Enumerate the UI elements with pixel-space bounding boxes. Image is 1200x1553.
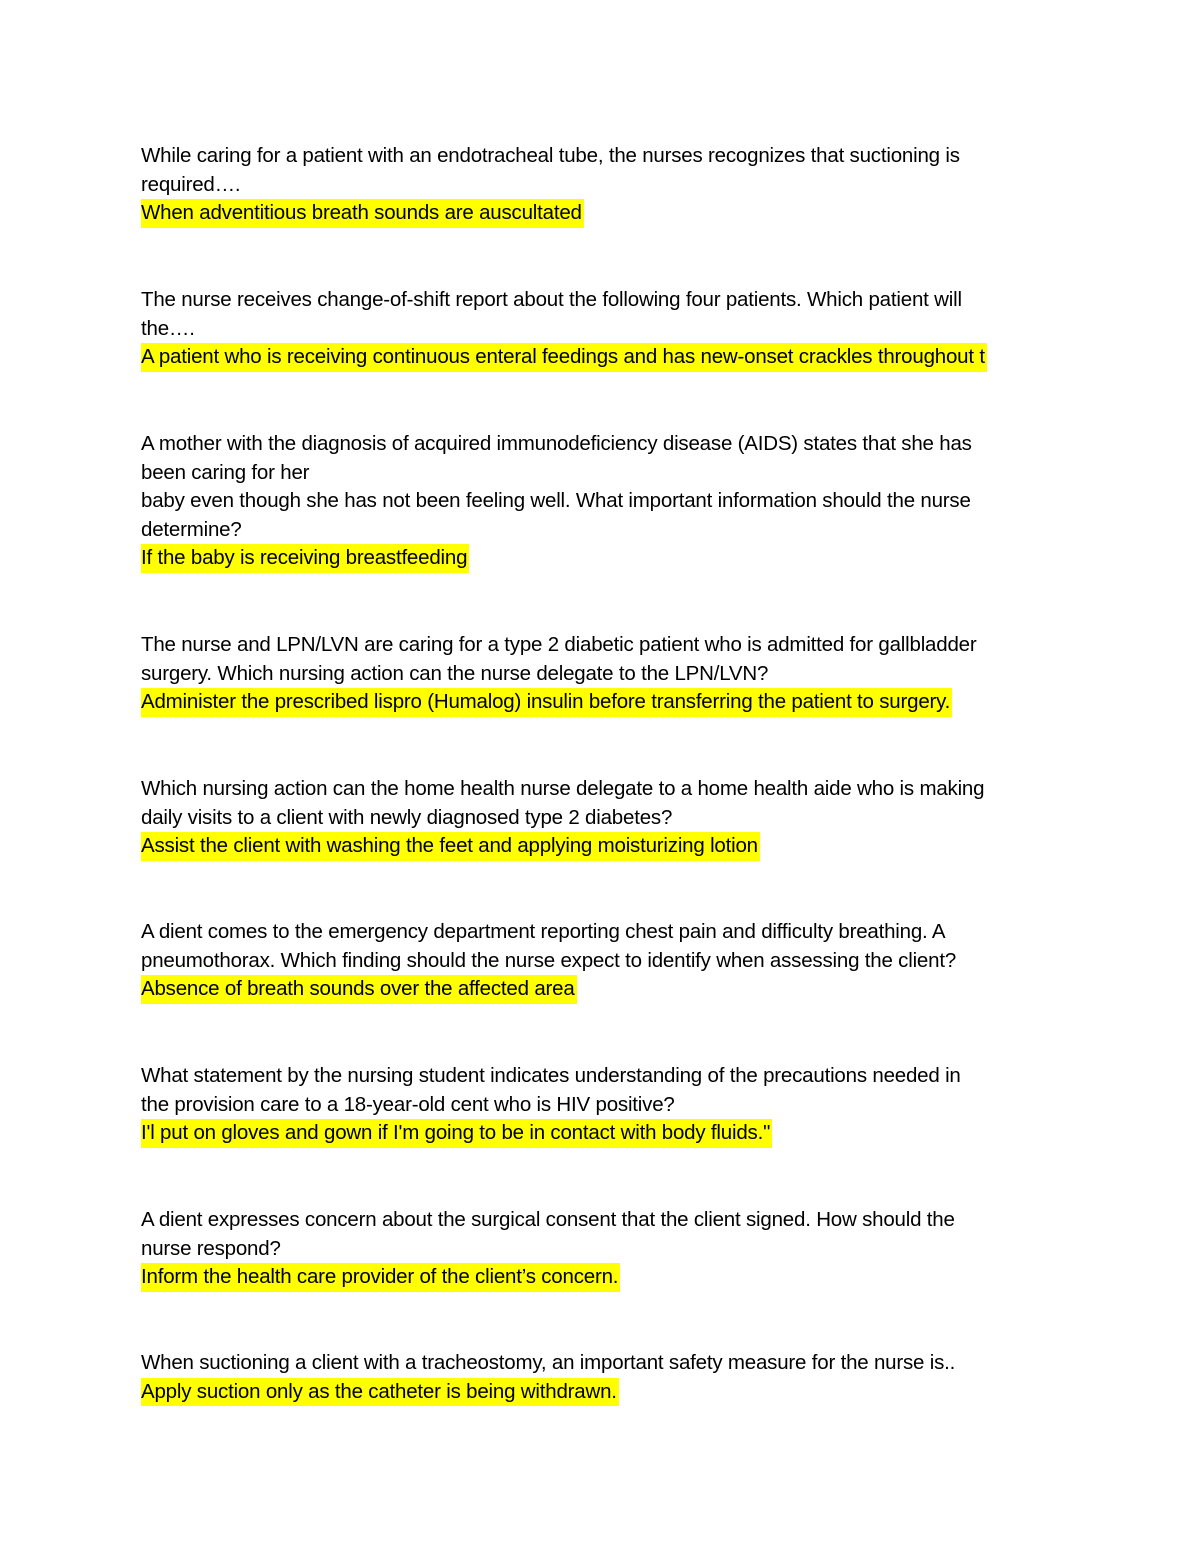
question-line: determine? [141,517,242,541]
question-line: daily visits to a client with newly diagnosed type 2 diabetes? [141,805,673,829]
highlighted-answer: Inform the health care provider of the client’s concern. [141,1263,620,1292]
qa-item-2 [141,286,1071,372]
question-line: surgery. Which nursing action can the nurse delegate to the LPN/LVN? [141,661,769,685]
qa-item-5 [141,775,1071,861]
highlighted-answer: I'l put on gloves and gown if I'm going to be in contact with body fluids." [141,1119,772,1148]
qa-item-8 [141,1206,1071,1292]
question-line: The nurse and LPN/LVN are caring for a type 2 diabetic patient who is admitted for gallbladder [141,633,977,656]
highlighted-answer: If the baby is receiving breastfeeding [141,544,469,573]
question-line: What statement by the nursing student indicates understanding of the precautions needed in [141,1064,961,1087]
highlighted-answer: Absence of breath sounds over the affected area [141,975,577,1004]
qa-item-3 [141,430,1071,573]
question-line: A dient comes to the emergency department reporting chest pain and difficulty breathing. A [141,920,946,943]
question-line: been caring for her [141,460,310,484]
highlighted-answer: Assist the client with washing the feet and applying moisturizing lotion [141,832,760,861]
question-line: the…. [141,316,195,340]
question-line: pneumothorax. Which finding should the nurse expect to identify when assessing the client? [141,948,957,972]
question-line: the provision care to a 18-year-old cent who is HIV positive? [141,1092,675,1116]
qa-item-7 [141,1062,1071,1148]
qa-item-1 [141,142,1071,228]
question-line: required…. [141,172,241,196]
question-line: When suctioning a client with a tracheostomy, an important safety measure for the nurse is.. [141,1351,956,1374]
highlighted-answer: When adventitious breath sounds are auscultated [141,199,584,228]
highlighted-answer: A patient who is receiving continuous enteral feedings and has new-onset crackles throughout t [141,343,987,372]
question-line: A mother with the diagnosis of acquired immunodeficiency disease (AIDS) states that she has [141,432,972,455]
qa-item-9 [141,1349,1071,1406]
question-line: While caring for a patient with an endotracheal tube, the nurses recognizes that suctioning is [141,144,960,167]
question-line: The nurse receives change-of-shift report about the following four patients. Which patient will [141,288,962,311]
question-line: baby even though she has not been feeling well. What important information should the nurse [141,489,971,513]
question-line: A dient expresses concern about the surgical consent that the client signed. How should the [141,1208,955,1231]
highlighted-answer: Apply suction only as the catheter is being withdrawn. [141,1378,619,1407]
qa-item-4 [141,631,1071,717]
question-line: nurse respond? [141,1236,281,1260]
qa-item-6 [141,918,1071,1004]
highlighted-answer: Administer the prescribed lispro (Humalog) insulin before transferring the patient to surgery. [141,688,952,717]
question-line: Which nursing action can the home health nurse delegate to a home health aide who is making [141,777,985,800]
